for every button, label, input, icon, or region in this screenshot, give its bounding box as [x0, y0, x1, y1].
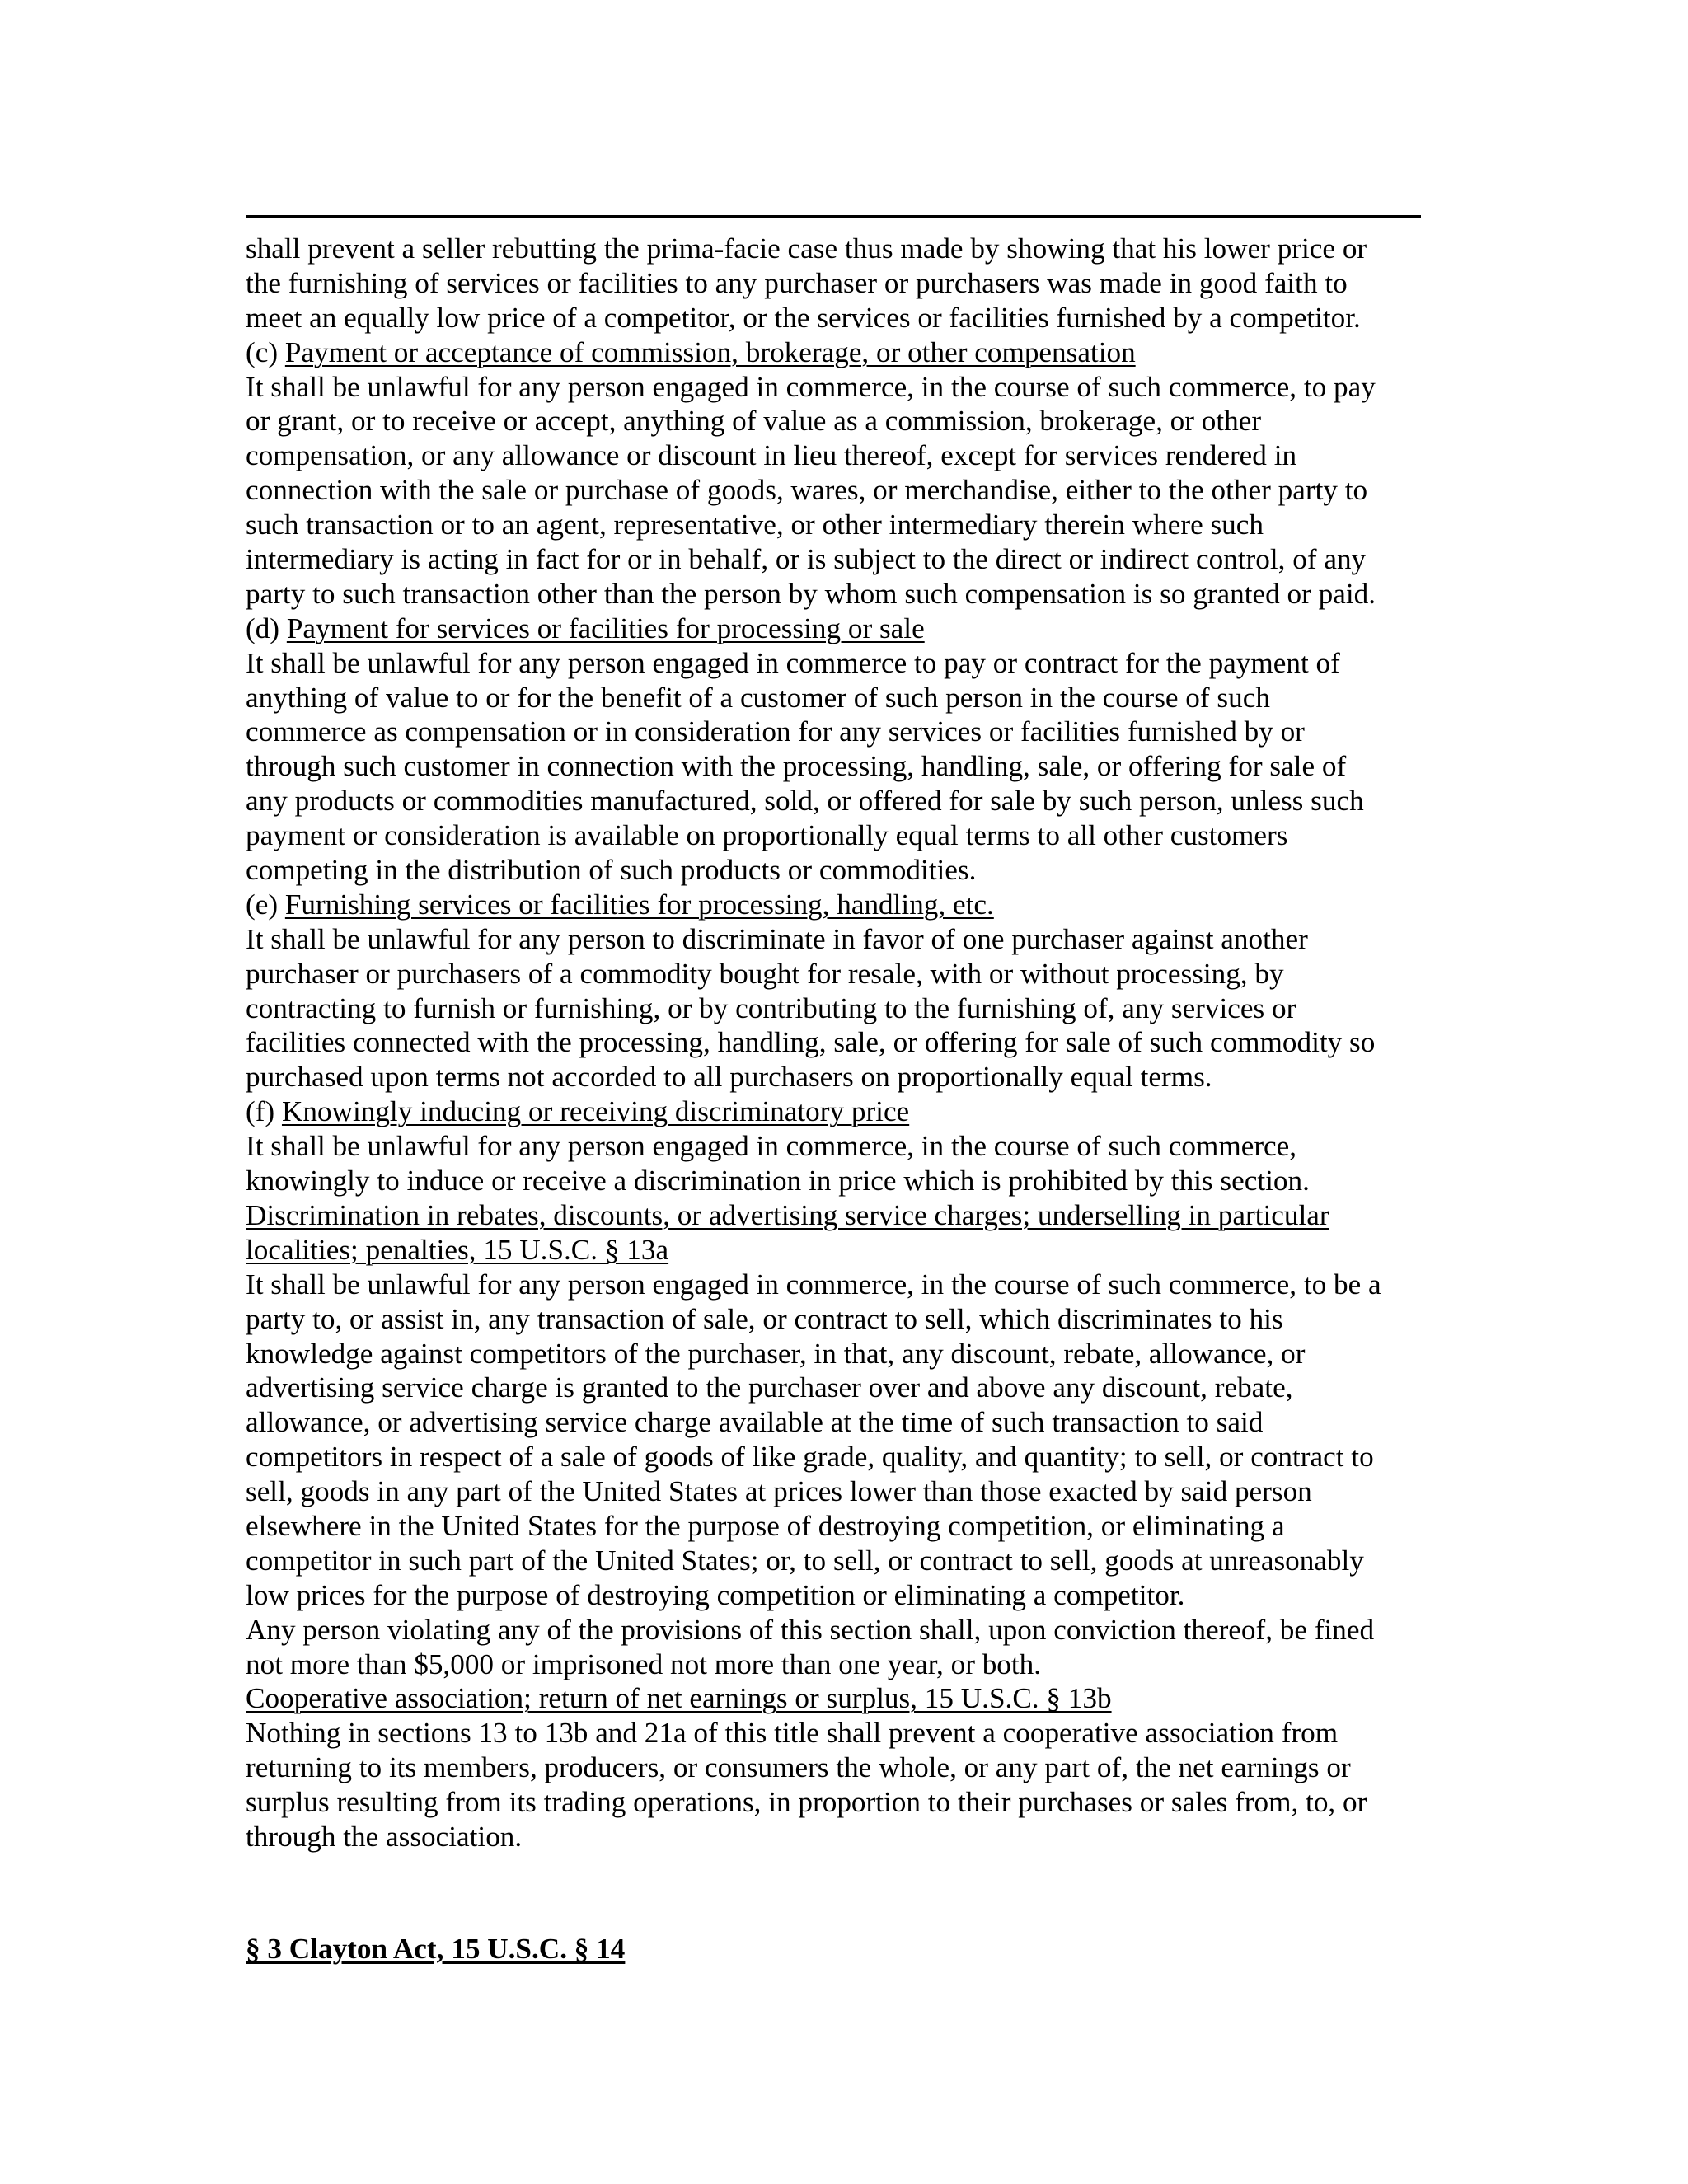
footnote-separator-line [246, 215, 1421, 218]
subsection-title: Payment or acceptance of commission, brokerage, or other compensation [284, 335, 1136, 368]
subsection-heading-line [246, 1681, 1432, 1716]
section-heading: § 3 Clayton Act, 15 U.S.C. § 14 [246, 1933, 626, 1965]
body-line: party to such transaction other than the person by whom such compensation is so granted or paid. [246, 577, 1376, 610]
subsection-heading-line [246, 335, 1432, 370]
subsection-label: (c) [246, 335, 285, 368]
body-line: It shall be unlawful for any person engaged in commerce, in the course of such commerce, to be a [246, 1268, 1381, 1301]
subsection-label: (d) [246, 612, 287, 644]
subsection-heading-line [246, 888, 1432, 922]
body-line: party to, or assist in, any transaction of sale, or contract to sell, which discriminates to his [246, 1302, 1283, 1335]
subsection-heading-line [246, 1198, 1432, 1233]
body-line: It shall be unlawful for any person engaged in commerce, in the course of such commerce, [246, 1130, 1297, 1163]
body-line: competitor in such part of the United States; or, to sell, or contract to sell, goods at unreasonably [246, 1544, 1364, 1577]
body-line: anything of value to or for the benefit of a customer of such person in the course of such [246, 681, 1270, 714]
body-line: such transaction or to an agent, representative, or other intermediary therein where such [246, 509, 1264, 541]
body-line: knowingly to induce or receive a discrimination in price which is prohibited by this section. [246, 1165, 1310, 1197]
body-line: low prices for the purpose of destroying competition or eliminating a competitor. [246, 1578, 1185, 1611]
subsection-label: (e) [246, 888, 285, 921]
subsection-heading-line [246, 1233, 1432, 1268]
body-line: Any person violating any of the provisions of this section shall, upon conviction thereof, be fined [246, 1613, 1375, 1646]
body-line: Nothing in sections 13 to 13b and 21a of this title shall prevent a cooperative association from [246, 1717, 1339, 1750]
subsection-heading-line [246, 612, 1432, 646]
subsection-title: Cooperative association; return of net earnings or surplus, 15 U.S.C. § 13b [246, 1682, 1112, 1715]
body-line: competing in the distribution of such products or commodities. [246, 854, 977, 887]
body-line: shall prevent a seller rebutting the prima-facie case thus made by showing that his lower price or [246, 232, 1367, 265]
body-line: purchaser or purchasers of a commodity bought for resale, with or without processing, by [246, 957, 1284, 990]
body-line: connection with the sale or purchase of goods, wares, or merchandise, either to the other party to [246, 474, 1368, 507]
body-line: through the association. [246, 1820, 523, 1853]
body-line: sell, goods in any part of the United States at prices lower than those exacted by said person [246, 1475, 1312, 1508]
body-line: knowledge against competitors of the purchaser, in that, any discount, rebate, allowance, or [246, 1337, 1306, 1370]
body-line: facilities connected with the processing, handling, sale, or offering for sale of such commodity so [246, 1026, 1376, 1059]
body-line: meet an equally low price of a competitor, or the services or facilities furnished by a competitor. [246, 301, 1361, 334]
body-line: It shall be unlawful for any person to discriminate in favor of one purchaser against another [246, 922, 1308, 955]
body-line: any products or commodities manufactured, sold, or offered for sale by such person, unless such [246, 785, 1364, 818]
body-line: advertising service charge is granted to the purchaser over and above any discount, rebate, [246, 1371, 1293, 1404]
body-line: elsewhere in the United States for the purpose of destroying competition, or eliminating a [246, 1509, 1285, 1542]
body-line: the furnishing of services or facilities to any purchaser or purchasers was made in good faith to [246, 266, 1348, 299]
body-line: through such customer in connection with the processing, handling, sale, or offering for sale of [246, 750, 1347, 783]
subsection-title: Furnishing services or facilities for processing, handling, etc. [284, 888, 994, 921]
body-line: allowance, or advertising service charge available at the time of such transaction to said [246, 1406, 1264, 1439]
body-line: It shall be unlawful for any person engaged in commerce to pay or contract for the payment of [246, 646, 1340, 679]
body-line: surplus resulting from its trading operations, in proportion to their purchases or sales from, to, or [246, 1786, 1367, 1819]
body-line: not more than $5,000 or imprisoned not more than one year, or both. [246, 1647, 1042, 1680]
statute-text [246, 232, 1432, 1854]
body-line: or grant, or to receive or accept, anything of value as a commission, brokerage, or other [246, 405, 1262, 438]
body-line: compensation, or any allowance or discount in lieu thereof, except for services rendered in [246, 439, 1297, 472]
body-line: competitors in respect of a sale of goods of like grade, quality, and quantity; to sell, or contract to [246, 1441, 1374, 1474]
subsection-title: Payment for services or facilities for processing or sale [286, 612, 925, 644]
subsection-title: localities; penalties, 15 U.S.C. § 13a [246, 1233, 669, 1266]
body-line: intermediary is acting in fact for or in behalf, or is subject to the direct or indirect control, of any [246, 543, 1367, 576]
body-line: It shall be unlawful for any person engaged in commerce, in the course of such commerce, to pay [246, 370, 1376, 403]
subsection-title: Knowingly inducing or receiving discriminatory price [281, 1095, 910, 1128]
subsection-title: Discrimination in rebates, discounts, or advertising service charges; underselling in particular [246, 1198, 1329, 1231]
body-line: commerce as compensation or in consideration for any services or facilities furnished by or [246, 715, 1305, 748]
body-line: returning to its members, producers, or consumers the whole, or any part of, the net earnings or [246, 1751, 1351, 1784]
body-line: payment or consideration is available on proportionally equal terms to all other customers [246, 819, 1288, 852]
subsection-heading-line [246, 1094, 1432, 1129]
subsection-label: (f) [246, 1095, 282, 1128]
body-line: purchased upon terms not accorded to all purchasers on proportionally equal terms. [246, 1061, 1212, 1094]
body-line: contracting to furnish or furnishing, or by contributing to the furnishing of, any services or [246, 991, 1296, 1024]
